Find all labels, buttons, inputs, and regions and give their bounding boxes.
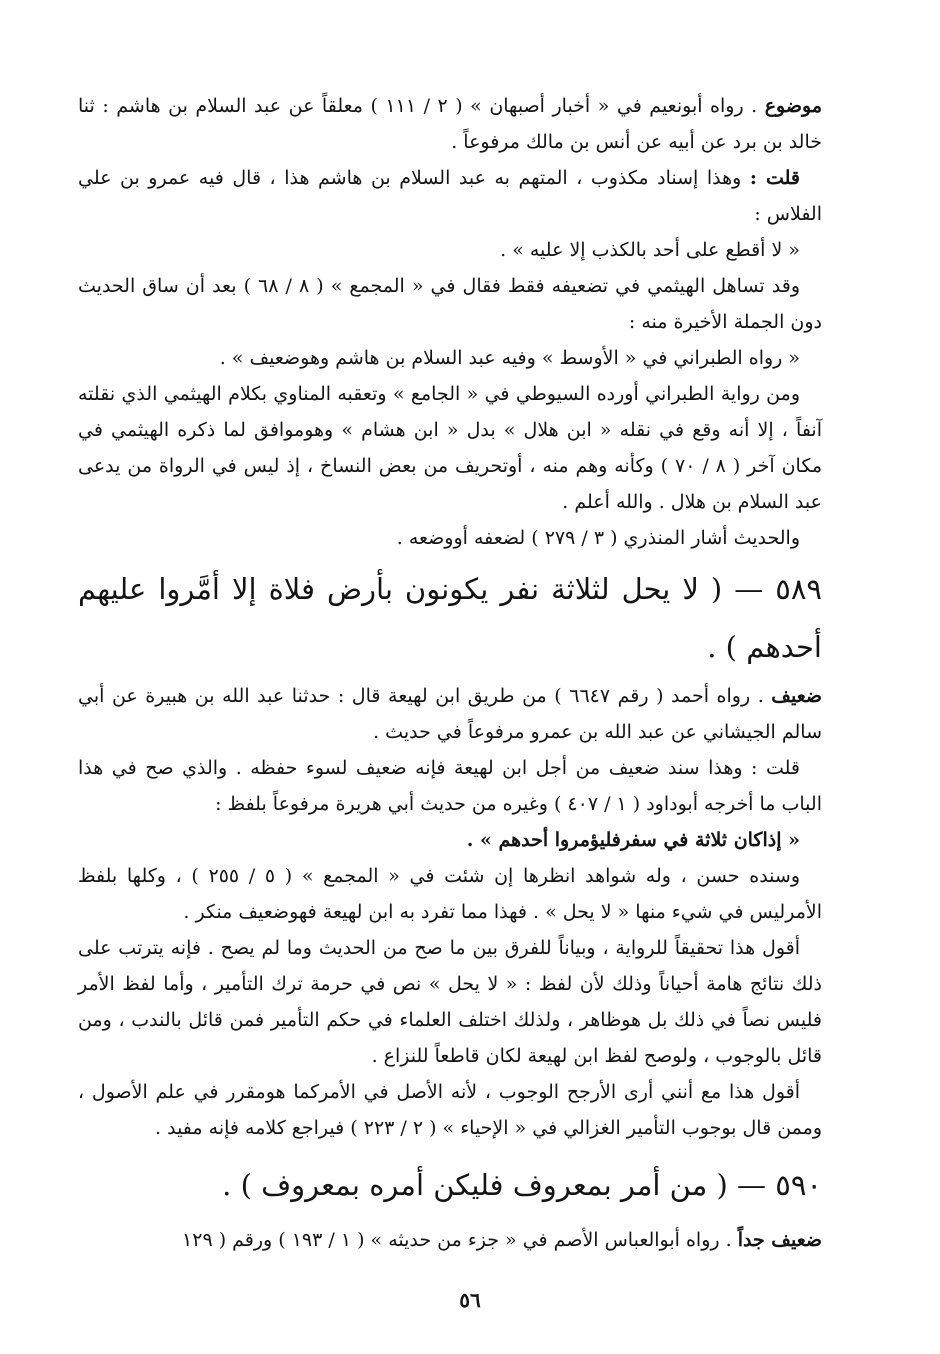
entry-589-source-text: . رواه أحمد ( رقم ٦٦٤٧ ) من طريق ابن لهيعة قال : حدثنا عبد الله بن هبيرة عن أبي سالم الجيشاني عن عبد الله بن عمرو مرفوعاً في حديث . [78,685,822,743]
entry-588-comment-text: وهذا إسناد مكذوب ، المتهم به عبد السلام بن هاشم هذا ، قال فيه عمرو بن علي الفلاس : [78,167,822,225]
entry-589-source [78,678,822,750]
entry-588-comment [78,160,822,232]
entry-588-source-text: . رواه أبونعيم في « أخبار أصبهان » ( ٢ / ١١١ ) معلقاً عن عبد السلام بن هاشم : ثنا خالد بن برد عن أبيه عن أنس بن مالك مرفوعاً . [78,95,822,153]
entry-589-paragraph-1: قلت : وهذا سند ضعيف من أجل ابن لهيعة فإنه ضعيف لسوء حفظه . والذي صح في هذا الباب ما أخرجه أبوداود ( ١ / ٤٠٧ ) وغيره من حديث أبي هريرة مرفوعاً بلفظ : [78,757,822,815]
entry-589-quote [78,822,822,858]
entry-589-grade: ضعيف [771,685,822,707]
entry-588-source [78,88,822,160]
entry-588-paragraph-2: وقد تساهل الهيثمي في تضعيفه فقط فقال في « المجمع » ( ٨ / ٦٨ ) بعد أن ساق الحديث دون الجملة الأخيرة منه : [78,275,822,333]
entry-589-paragraph-4: أقول هذا مع أنني أرى الأرجح الوجوب ، لأنه الأصل في الأمركما هومقرر في علم الأصول ، وممن قال بوجوب التأمير الغزالي في « الإحياء » ( ٢ / ٢٢٣ ) فيراجع كلامه فإنه مفيد . [78,1081,822,1139]
entry-589-heading: ٥٨٩ — ( لا يحل لثلاثة نفر يكونون بأرض فلاة إلا أمَّروا عليهم أحدهم ) . [78,572,822,664]
entry-588-paragraph-4: والحديث أشار المنذري ( ٣ / ٢٧٩ ) لضعفه أووضعه . [396,527,800,549]
entry-588-comment-label: قلت : [749,167,800,189]
entry-590-source-text: . رواه أبوالعباس الأصم في « جزء من حديثه » ( ١ / ١٩٣ ) ورقم ( ١٢٩ [182,1229,732,1251]
entry-589-quote-bold: « إذاكان ثلاثة في سفرفليؤمروا أحدهم » . [466,829,800,851]
entry-590-source [78,1222,822,1258]
page-number: ٥٦ [459,1288,481,1312]
entry-588-paragraph-3: ومن رواية الطبراني أورده السيوطي في « الجامع » وتعقبه المناوي بكلام الهيثمي الذي نقلته آنفاً ، إلا أنه وقع في نقله « ابن هلال » بدل « ابن هشام » وهوموافق لما ذكره الهيثمي في مكان آخر ( ٨ / ٧٠ ) وكأنه وهم منه ، أوتحريف من بعض النساخ ، إذ ليس في الرواة من يدعى عبد السلام بن هلال . والله أعلم . [78,383,823,513]
page-body [78,88,822,1258]
entry-590-grade: ضعيف جداً [737,1229,822,1251]
entry-588-grade: موضوع [764,95,822,117]
entry-588-quote-1: « لا أقطع على أحد بالكذب إلا عليه » . [500,239,800,261]
entry-588-quote-2: « رواه الطبراني في « الأوسط » وفيه عبد السلام بن هاشم وهوضعيف » . [219,347,800,369]
entry-589-paragraph-3: أقول هذا تحقيقاً للرواية ، وبياناً للفرق بين ما صح من الحديث وما لم يصح . فإنه يترتب على ذلك نتائج هامة أحياناً وذلك لأن لفظ : « لا يحل » نص في حرمة ترك التأمير ، وأما لفظ الأمر فليس نصاً في ذلك بل هوظاهر ، ولذلك اختلف العلماء في حكم التأمير فمن قائل بالندب ، ومن قائل بالوجوب ، ولوصح لفظ ابن لهيعة لكان قاطعاً للنزاع . [78,937,822,1067]
entry-590-heading: ٥٩٠ — ( من أمر بمعروف فليكن أمره بمعروف ) . [222,1168,822,1202]
entry-589-paragraph-2: وسنده حسن ، وله شواهد انظرها إن شئت في « المجمع » ( ٥ / ٢٥٥ ) ، وكلها بلفظ الأمرليس في شيء منها « لا يحل » . فهذا مما تفرد به ابن لهيعة فهوضعيف منكر . [78,865,822,923]
